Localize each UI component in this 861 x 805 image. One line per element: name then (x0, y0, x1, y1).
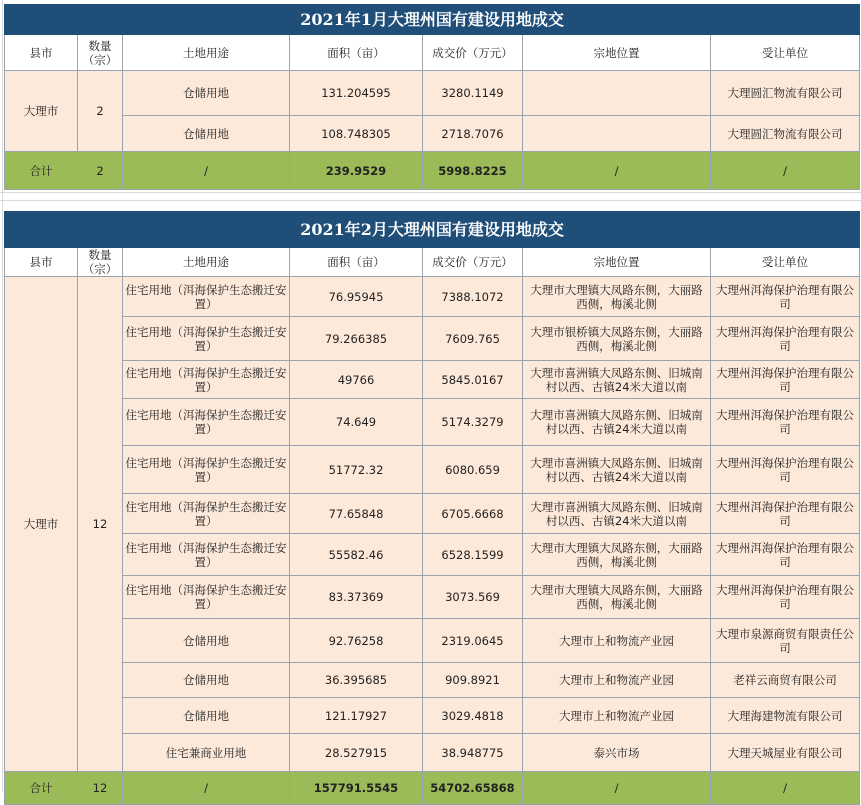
buyer-cell: 大理州洱海保护治理有限公司 (711, 534, 860, 576)
use-cell: 住宅用地（洱海保护生态搬迁安置） (123, 446, 290, 494)
use-cell: 仓储用地 (123, 663, 290, 698)
location-cell: 大理市上和物流产业园 (523, 698, 711, 734)
total-label: 合计 (5, 152, 78, 190)
total-buyer: / (711, 772, 860, 805)
use-cell: 住宅用地（洱海保护生态搬迁安置） (123, 399, 290, 446)
buyer-cell: 老祥云商贸有限公司 (711, 663, 860, 698)
price-cell: 5845.0167 (423, 361, 523, 399)
table-row (5, 116, 860, 152)
table-row (5, 698, 860, 734)
location-cell: 大理市大理镇大凤路东侧，大丽路西侧，梅溪北侧 (523, 277, 711, 317)
use-cell: 仓储用地 (123, 116, 290, 152)
header-count: 数量（宗） (78, 248, 123, 277)
location-cell (523, 116, 711, 152)
area-cell: 55582.46 (290, 534, 423, 576)
price-cell: 6080.659 (423, 446, 523, 494)
total-price: 5998.8225 (423, 152, 523, 190)
area-cell: 49766 (290, 361, 423, 399)
header-use: 土地用途 (123, 35, 290, 71)
total-location: / (523, 152, 711, 190)
area-cell: 77.65848 (290, 494, 423, 534)
table-row (5, 317, 860, 361)
header-price: 成交价（万元） (423, 35, 523, 71)
use-cell: 住宅用地（洱海保护生态搬迁安置） (123, 576, 290, 619)
header-area: 面积（亩） (290, 248, 423, 277)
table-row (5, 576, 860, 619)
price-cell: 3280.1149 (423, 71, 523, 116)
header-price: 成交价（万元） (423, 248, 523, 277)
total-use: / (123, 772, 290, 805)
area-cell: 131.204595 (290, 71, 423, 116)
use-cell: 住宅用地（洱海保护生态搬迁安置） (123, 277, 290, 317)
header-use: 土地用途 (123, 248, 290, 277)
grid-line (2, 0, 3, 792)
buyer-cell: 大理州洱海保护治理有限公司 (711, 446, 860, 494)
location-cell (523, 71, 711, 116)
location-cell: 泰兴市场 (523, 734, 711, 772)
area-cell: 28.527915 (290, 734, 423, 772)
buyer-cell: 大理海建物流有限公司 (711, 698, 860, 734)
grid-line (0, 192, 861, 193)
total-buyer: / (711, 152, 860, 190)
use-cell: 住宅用地（洱海保护生态搬迁安置） (123, 534, 290, 576)
total-use: / (123, 152, 290, 190)
area-cell: 74.649 (290, 399, 423, 446)
location-cell: 大理市喜洲镇大凤路东侧、旧城南村以西、古镇24米大道以南 (523, 361, 711, 399)
price-cell: 7609.765 (423, 317, 523, 361)
location-cell: 大理市银桥镇大凤路东侧，大丽路西侧，梅溪北侧 (523, 317, 711, 361)
location-cell: 大理市大理镇大凤路东侧，大丽路西侧，梅溪北侧 (523, 576, 711, 619)
price-cell: 7388.1072 (423, 277, 523, 317)
area-cell: 121.17927 (290, 698, 423, 734)
header-buyer: 受让单位 (711, 248, 860, 277)
header-count: 数量（宗） (78, 35, 123, 71)
header-county: 县市 (5, 248, 78, 277)
area-cell: 76.95945 (290, 277, 423, 317)
use-cell: 住宅兼商业用地 (123, 734, 290, 772)
buyer-cell: 大理圆汇物流有限公司 (711, 71, 860, 116)
area-cell: 108.748305 (290, 116, 423, 152)
price-cell: 2718.7076 (423, 116, 523, 152)
table-row (5, 277, 860, 317)
total-label: 合计 (5, 772, 78, 805)
price-cell: 2319.0645 (423, 619, 523, 663)
total-area: 239.9529 (290, 152, 423, 190)
use-cell: 住宅用地（洱海保护生态搬迁安置） (123, 494, 290, 534)
price-cell: 6528.1599 (423, 534, 523, 576)
use-cell: 住宅用地（洱海保护生态搬迁安置） (123, 361, 290, 399)
header-location: 宗地位置 (523, 248, 711, 277)
header-county: 县市 (5, 35, 78, 71)
table-title: 2021年2月大理州国有建设用地成交 (5, 212, 860, 248)
area-cell: 36.395685 (290, 663, 423, 698)
table-row (5, 494, 860, 534)
area-cell: 51772.32 (290, 446, 423, 494)
buyer-cell: 大理圆汇物流有限公司 (711, 116, 860, 152)
county-cell: 大理市 (5, 71, 78, 152)
table-row (5, 446, 860, 494)
buyer-cell: 大理州洱海保护治理有限公司 (711, 317, 860, 361)
table-row (5, 399, 860, 446)
buyer-cell: 大理天城屋业有限公司 (711, 734, 860, 772)
buyer-cell: 大理州洱海保护治理有限公司 (711, 361, 860, 399)
land-table-january (4, 4, 860, 190)
buyer-cell: 大理州洱海保护治理有限公司 (711, 399, 860, 446)
area-cell: 83.37369 (290, 576, 423, 619)
use-cell: 仓储用地 (123, 619, 290, 663)
land-table-february (4, 211, 860, 805)
total-row (5, 152, 860, 190)
buyer-cell: 大理州洱海保护治理有限公司 (711, 576, 860, 619)
total-count: 2 (78, 152, 123, 190)
total-area: 157791.5545 (290, 772, 423, 805)
use-cell: 仓储用地 (123, 698, 290, 734)
buyer-cell: 大理州洱海保护治理有限公司 (711, 277, 860, 317)
location-cell: 大理市上和物流产业园 (523, 663, 711, 698)
table-row (5, 734, 860, 772)
location-cell: 大理市上和物流产业园 (523, 619, 711, 663)
area-cell: 79.266385 (290, 317, 423, 361)
header-area: 面积（亩） (290, 35, 423, 71)
count-cell: 2 (78, 71, 123, 152)
header-buyer: 受让单位 (711, 35, 860, 71)
buyer-cell: 大理州洱海保护治理有限公司 (711, 494, 860, 534)
header-location: 宗地位置 (523, 35, 711, 71)
location-cell: 大理市大理镇大凤路东侧，大丽路西侧，梅溪北侧 (523, 534, 711, 576)
price-cell: 3029.4818 (423, 698, 523, 734)
buyer-cell: 大理市泉源商贸有限责任公司 (711, 619, 860, 663)
area-cell: 92.76258 (290, 619, 423, 663)
grid-line (0, 200, 861, 201)
location-cell: 大理市喜洲镇大凤路东侧、旧城南村以西、古镇24米大道以南 (523, 494, 711, 534)
table-row (5, 619, 860, 663)
total-location: / (523, 772, 711, 805)
table-row (5, 663, 860, 698)
use-cell: 住宅用地（洱海保护生态搬迁安置） (123, 317, 290, 361)
price-cell: 38.948775 (423, 734, 523, 772)
price-cell: 6705.6668 (423, 494, 523, 534)
count-cell: 12 (78, 277, 123, 772)
location-cell: 大理市喜洲镇大凤路东侧、旧城南村以西、古镇24米大道以南 (523, 399, 711, 446)
price-cell: 3073.569 (423, 576, 523, 619)
price-cell: 5174.3279 (423, 399, 523, 446)
use-cell: 仓储用地 (123, 71, 290, 116)
county-cell: 大理市 (5, 277, 78, 772)
table-row (5, 361, 860, 399)
table-title: 2021年1月大理州国有建设用地成交 (5, 5, 860, 35)
price-cell: 909.8921 (423, 663, 523, 698)
total-row (5, 772, 860, 805)
table-row (5, 534, 860, 576)
total-price: 54702.65868 (423, 772, 523, 805)
table-row (5, 71, 860, 116)
total-count: 12 (78, 772, 123, 805)
location-cell: 大理市喜洲镇大凤路东侧、旧城南村以西、古镇24米大道以南 (523, 446, 711, 494)
